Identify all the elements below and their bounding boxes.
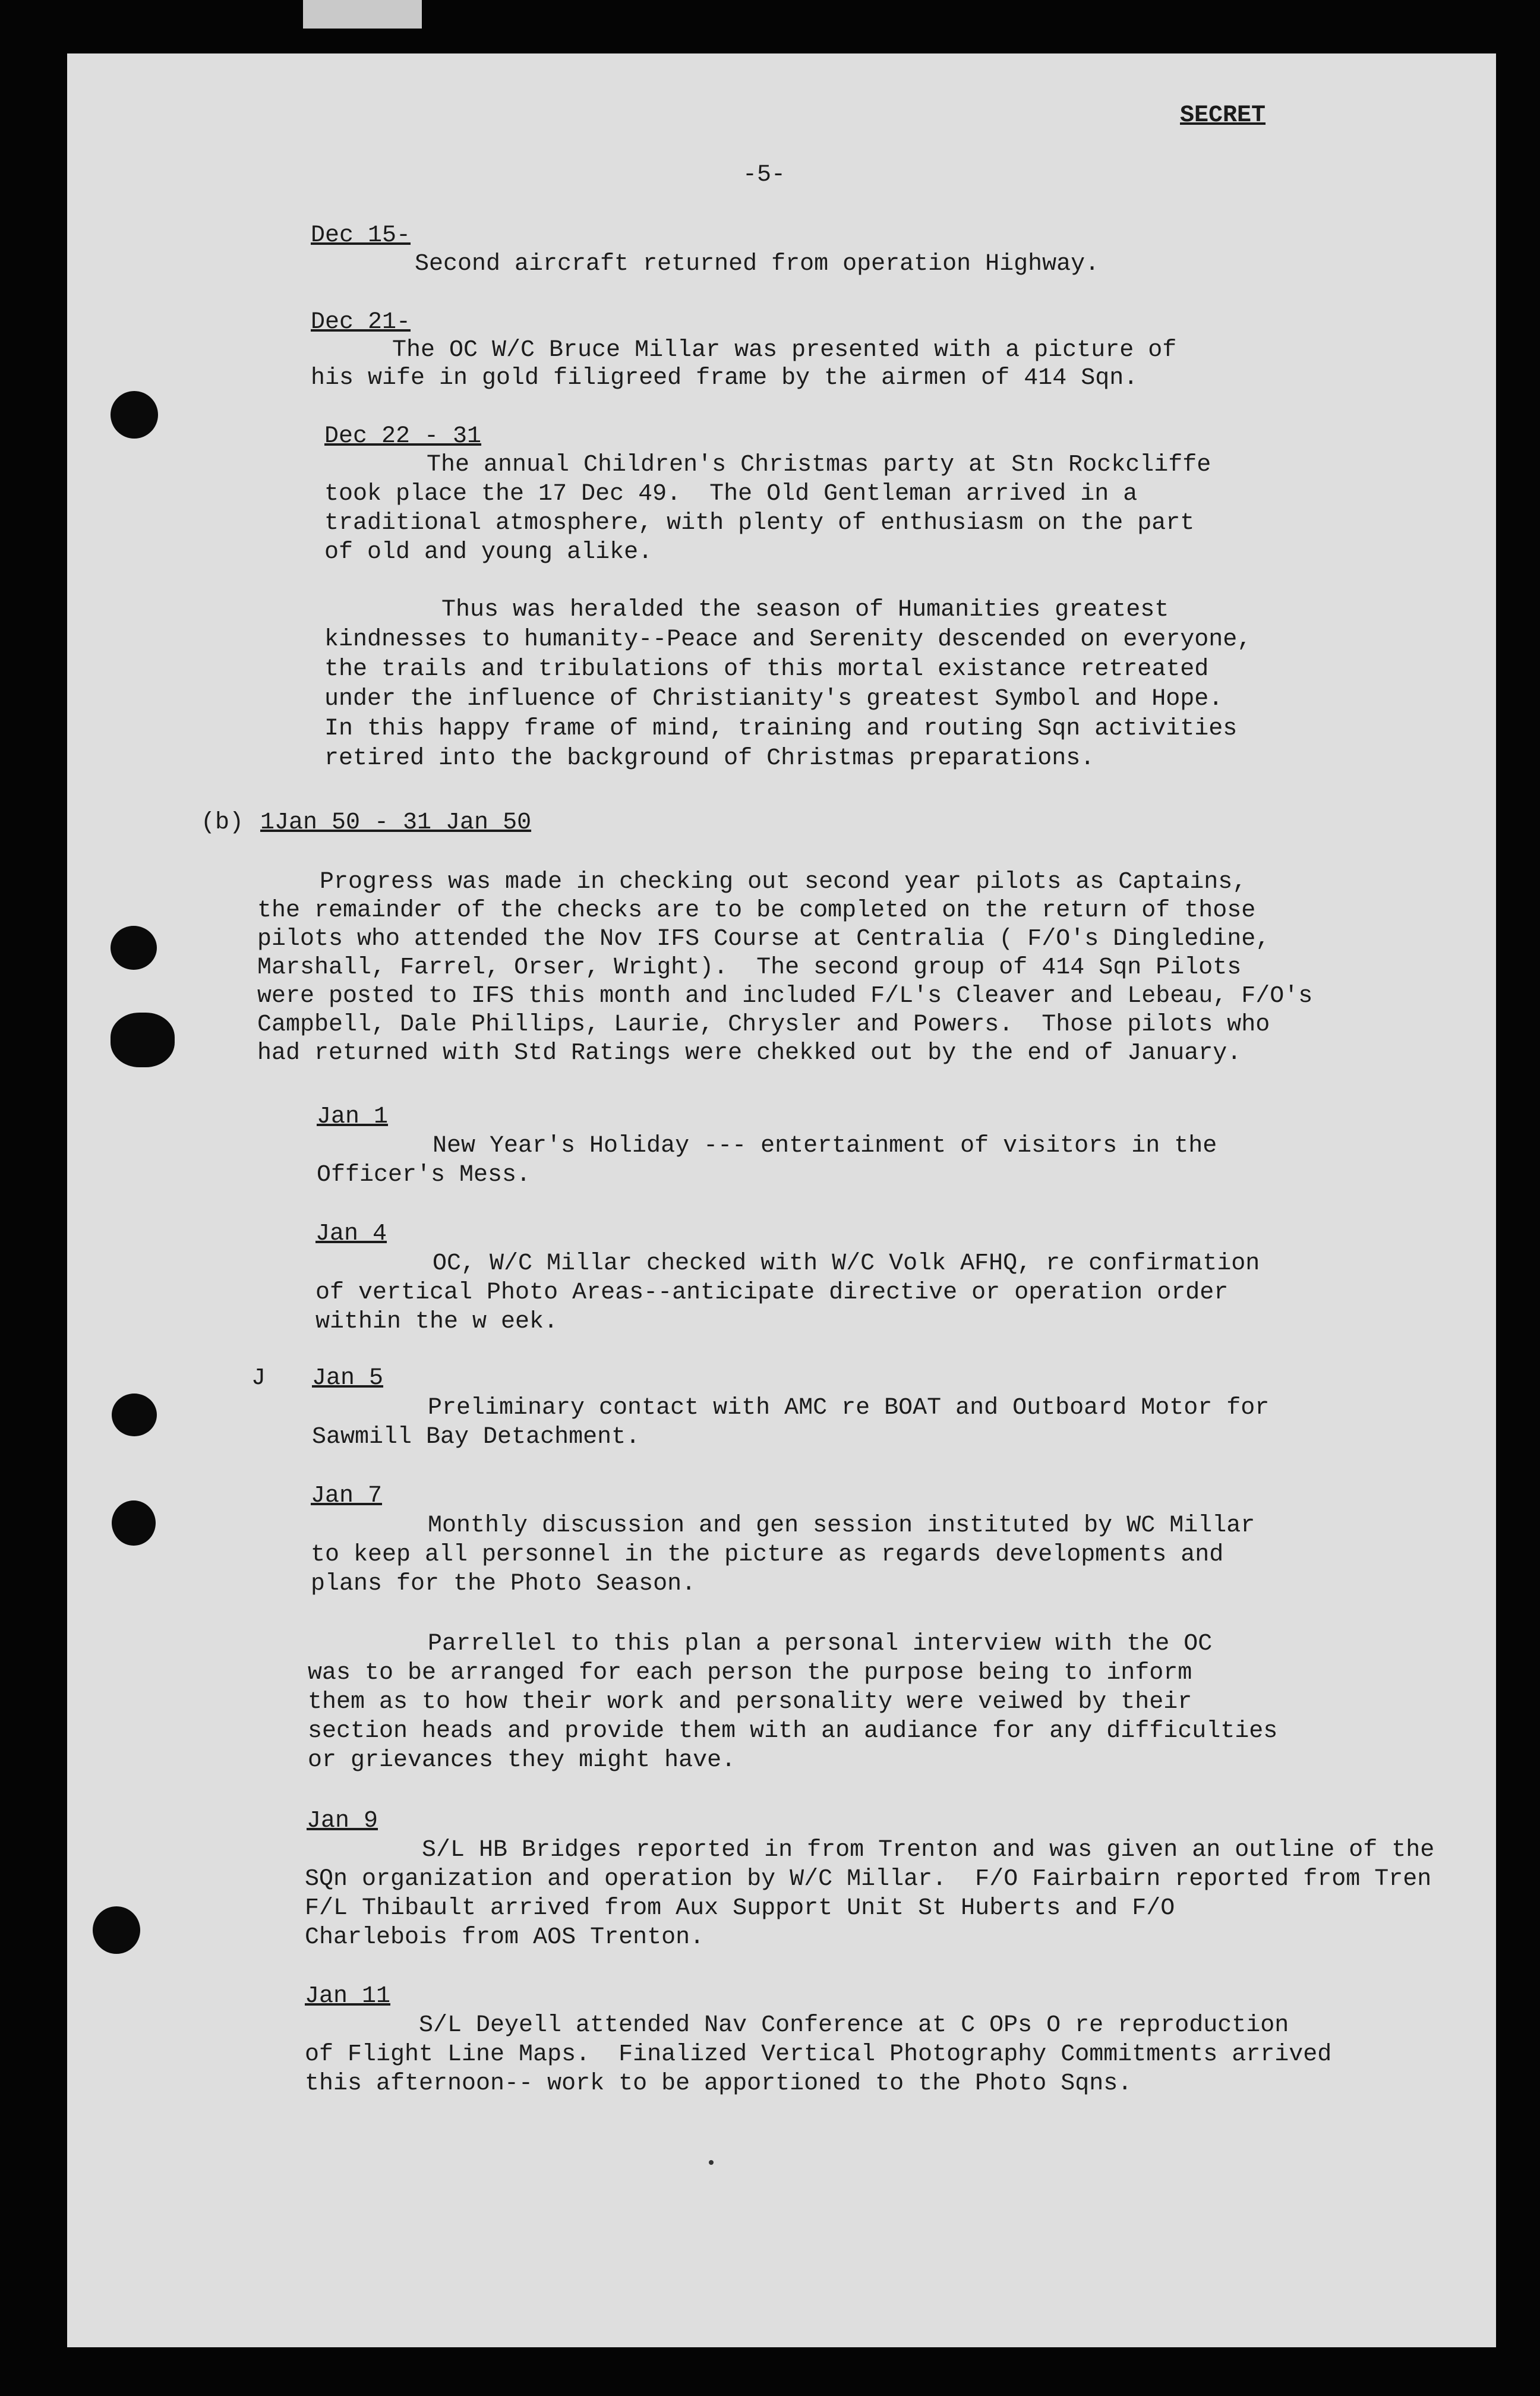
speck (709, 2160, 714, 2165)
paragraph-line: Progress was made in checking out second year pilots as Captains, (320, 869, 1247, 896)
paragraph-line: were posted to IFS this month and included F/L's Cleaver and Lebeau, F/O's (257, 983, 1313, 1010)
scan-edge (303, 0, 422, 29)
entry-line: within the w eek. (315, 1309, 558, 1335)
entry-line: Second aircraft returned from operation Highway. (415, 251, 1100, 278)
entry-line: of vertical Photo Areas--anticipate directive or operation order (315, 1279, 1229, 1306)
ink-blot (111, 926, 157, 970)
entry-line: to keep all personnel in the picture as regards developments and (311, 1541, 1224, 1568)
entry-date: Jan 7 (311, 1483, 383, 1509)
entry-line: this afternoon-- work to be apportioned to the Photo Sqns. (305, 2070, 1132, 2097)
entry-line: took place the 17 Dec 49. The Old Gentleman arrived in a (324, 481, 1138, 507)
entry-date: Dec 21- (311, 309, 411, 336)
entry-line: Monthly discussion and gen session instituted by WC Millar (428, 1512, 1255, 1539)
section-marker: (b) (201, 809, 244, 836)
entry-line: of Flight Line Maps. Finalized Vertical Photography Commitments arrived (305, 2041, 1332, 2068)
entry-date: Jan 4 (315, 1221, 387, 1247)
entry-date: Jan 1 (317, 1104, 389, 1130)
page-number: -5- (743, 162, 786, 188)
classification-marking: SECRET (1180, 102, 1266, 129)
entry-line: section heads and provide them with an audiance for any difficulties (308, 1718, 1278, 1745)
entry-line: plans for the Photo Season. (311, 1571, 696, 1597)
entry-date: Dec 22 - 31 (324, 423, 482, 450)
entry-line: In this happy frame of mind, training and routing Sqn activities (324, 715, 1238, 742)
entry-line: traditional atmosphere, with plenty of enthusiasm on the part (324, 510, 1195, 537)
section-heading: 1Jan 50 - 31 Jan 50 (260, 809, 532, 836)
entry-line: retired into the background of Christmas preparations. (324, 745, 1095, 772)
ink-blot (111, 1013, 175, 1067)
entry-line: F/L Thibault arrived from Aux Support Unit St Huberts and F/O (305, 1895, 1175, 1922)
entry-date: Jan 9 (307, 1808, 378, 1834)
entry-line: under the influence of Christianity's greatest Symbol and Hope. (324, 686, 1223, 713)
entry-line: The annual Children's Christmas party at Stn Rockcliffe (427, 452, 1211, 478)
entry-line: S/L Deyell attended Nav Conference at C OPs O re reproduction (419, 2012, 1289, 2039)
punch-hole (112, 1394, 157, 1436)
punch-hole (112, 1500, 156, 1546)
paragraph-line: Marshall, Farrel, Orser, Wright). The second group of 414 Sqn Pilots (257, 954, 1242, 981)
entry-line: New Year's Holiday --- entertainment of visitors in the (433, 1133, 1217, 1159)
entry-line: the trails and tribulations of this mortal existance retreated (324, 656, 1209, 683)
entry-line: SQn organization and operation by W/C Millar. F/O Fairbairn reported from Tren (305, 1866, 1432, 1893)
document-page (67, 53, 1496, 2347)
paragraph-line: had returned with Std Ratings were chekked out by the end of January. (257, 1040, 1242, 1067)
entry-line: them as to how their work and personality were veiwed by their (308, 1689, 1192, 1716)
entry-line: was to be arranged for each person the purpose being to inform (308, 1660, 1192, 1686)
entry-line: Preliminary contact with AMC re BOAT and Outboard Motor for (428, 1395, 1270, 1421)
entry-line: OC, W/C Millar checked with W/C Volk AFHQ, re confirmation (433, 1250, 1260, 1277)
entry-line: of old and young alike. (324, 539, 653, 566)
entry-line: Officer's Mess. (317, 1162, 531, 1188)
entry-date: Jan 11 (305, 1983, 391, 2010)
entry-line: or grievances they might have. (308, 1747, 736, 1774)
entry-line: S/L HB Bridges reported in from Trenton and was given an outline of the (422, 1837, 1435, 1864)
entry-line: Sawmill Bay Detachment. (312, 1424, 640, 1451)
entry-line: Charlebois from AOS Trenton. (305, 1924, 705, 1951)
entry-line: kindnesses to humanity--Peace and Serenity descended on everyone, (324, 626, 1252, 653)
punch-hole (93, 1906, 140, 1954)
entry-date: Jan 5 (312, 1365, 384, 1392)
margin-mark: J (251, 1365, 266, 1392)
entry-line: his wife in gold filigreed frame by the airmen of 414 Sqn. (311, 365, 1138, 392)
entry-date: Dec 15- (311, 222, 411, 249)
entry-line: Thus was heralded the season of Humanities greatest (441, 597, 1169, 623)
entry-line: Parrellel to this plan a personal interview with the OC (428, 1631, 1213, 1657)
paragraph-line: pilots who attended the Nov IFS Course at Centralia ( F/O's Dingledine, (257, 926, 1270, 953)
punch-hole (111, 391, 158, 439)
entry-line: The OC W/C Bruce Millar was presented with a picture of (392, 337, 1177, 364)
paragraph-line: the remainder of the checks are to be completed on the return of those (257, 897, 1256, 924)
paragraph-line: Campbell, Dale Phillips, Laurie, Chrysler and Powers. Those pilots who (257, 1011, 1270, 1038)
